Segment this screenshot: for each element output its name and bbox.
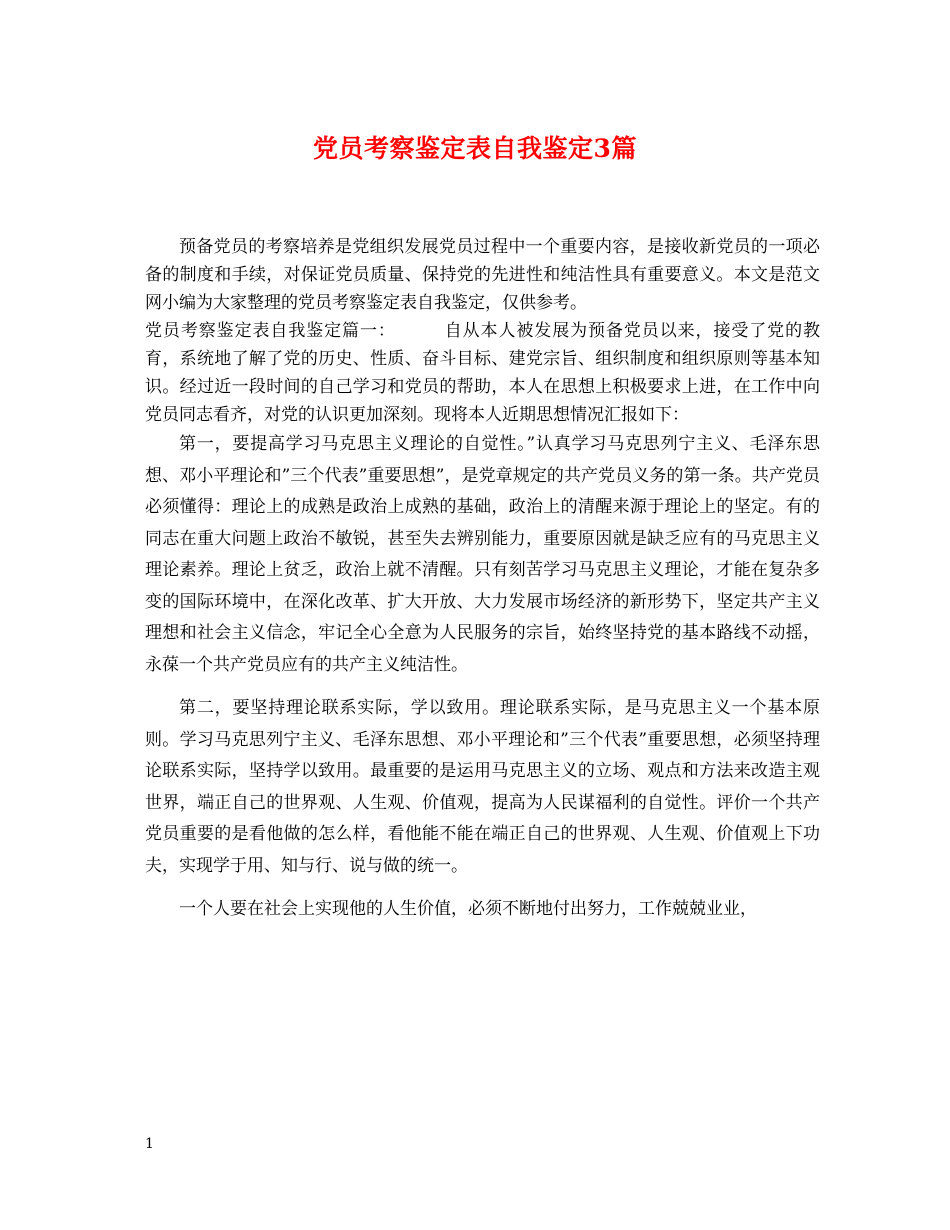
page-title: 党员考察鉴定表自我鉴定3篇 (313, 134, 637, 163)
paragraph-last: 一个人要在社会上实现他的人生价值，必须不断地付出努力，工作兢兢业业， (179, 899, 757, 919)
section-1-paragraph (145, 317, 820, 429)
paragraph-second: 第二，要坚持理论联系实际，学以致用。理论联系实际，是马克思主义一个基本原则。学习马克思列宁主义、毛泽东思想、邓小平理论和”三个代表”重要思想，必须坚持理论联系实际，坚持学以致用。最重要的是运用马克思主义的立场、观点和方法来改造主观世界，端正自己的世界观、人生观、价值观，提高为人民谋福利的自觉性。评价一个共产党员重要的是看他做的怎么样，看他能不能在端正自己的世界观、人生观、价值观上下功夫，实现学于用、知与行、说与做的统一。 (145, 698, 820, 876)
section-1-text: 自从本人被发展为预备党员以来，接受了党的教育，系统地了解了党的历史、性质、奋斗目标、建党宗旨、组织制度和组织原则等基本知识。经过近一段时间的自己学习和党员的帮助，本人在思想上积极要求上进，在工作中向党员同志看齐，对党的认识更加深刻。现将本人近期思想情况汇报如下： (145, 321, 821, 425)
paragraph-first: 第一，要提高学习马克思主义理论的自觉性。”认真学习马克思列宁主义、毛泽东思想、邓小平理论和”三个代表”重要思想”，是党章规定的共产党员义务的第一条。共产党员必须懂得：理论上的成熟是政治上成熟的基础，政治上的清醒来源于理论上的坚定。有的同志在重大问题上政治不敏锐，甚至失去辨别能力，重要原因就是缺乏应有的马克思主义理论素养。理论上贫乏，政治上就不清醒。只有刻苦学习马克思主义理论，才能在复杂多变的国际环境中，在深化改革、扩大开放、大力发展市场经济的新形势下，坚定共产主义理想和社会主义信念，牢记全心全意为人民服务的宗旨，始终坚持党的基本路线不动摇，永葆一个共产党员应有的共产主义纯洁性。 (145, 434, 820, 675)
document-body (145, 233, 820, 926)
page-number: 1 (145, 1136, 154, 1152)
intro-paragraph: 预备党员的考察培养是党组织发展党员过程中一个重要内容，是接收新党员的一项必备的制度和手续，对保证党员质量、保持党的先进性和纯洁性具有重要意义。本文是范文网小编为大家整理的党员考察鉴定表自我鉴定，仅供参考。 (145, 237, 820, 313)
section-1-heading: 党员考察鉴定表自我鉴定篇一： (145, 321, 396, 341)
